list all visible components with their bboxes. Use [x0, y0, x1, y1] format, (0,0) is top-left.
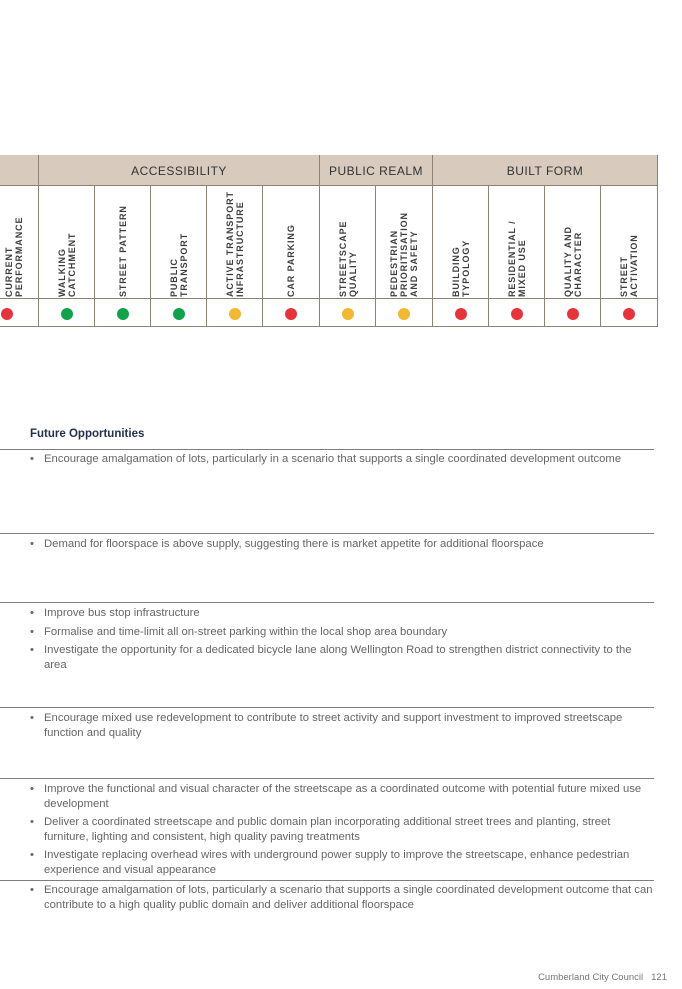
column-active-transport — [207, 186, 263, 327]
column-label: QUALITY AND CHARACTER — [562, 226, 583, 297]
bullet-text: Investigate replacing overhead wires with underground power supply to improve the streetscape, enhance pedestrian experience and visual appearance — [44, 849, 630, 876]
opportunity-block — [28, 782, 654, 881]
column-label: WALKING CATCHMENT — [56, 232, 77, 297]
bullet-mark: • — [30, 644, 34, 656]
table-bottom-border — [0, 326, 658, 327]
opportunity-block — [28, 537, 654, 556]
column-label: ACTIVE TRANSPORT INFRASTRUCTURE — [224, 191, 245, 297]
status-dot — [173, 308, 185, 320]
column-current-performance — [0, 186, 39, 327]
column-label: PUBLIC TRANSPORT — [168, 232, 189, 297]
opportunity-bullet — [28, 782, 654, 811]
status-dot — [455, 308, 467, 320]
bullet-text: Formalise and time-limit all on-street parking within the local shop area boundary — [44, 625, 448, 638]
group-header-accessibility: ACCESSIBILITY — [39, 155, 320, 186]
column-streetscape-quality — [320, 186, 376, 327]
column-pedestrian-prioritisation — [376, 186, 433, 327]
bullet-mark: • — [30, 712, 34, 724]
status-dot — [511, 308, 523, 320]
column-public-transport — [151, 186, 207, 327]
bullet-text: Deliver a coordinated streetscape and public domain plan incorporating additional street trees and planting, street furniture, lighting and consistent, high quality paving treatments — [44, 816, 611, 843]
opportunity-bullet — [28, 625, 654, 640]
column-label: RESIDENTIAL / MIXED USE — [506, 220, 527, 297]
column-car-parking — [263, 186, 320, 327]
opportunity-bullet — [28, 606, 654, 621]
column-residential-mixed-use — [489, 186, 545, 327]
opportunity-bullet — [28, 815, 654, 844]
opportunity-bullet — [28, 452, 654, 467]
opportunity-block — [28, 452, 654, 471]
page-number: 121 — [651, 972, 667, 983]
column-label: STREET PATTERN — [117, 205, 128, 297]
opportunity-block — [28, 883, 654, 916]
page-footer — [530, 972, 667, 983]
column-label: STREETSCAPE QUALITY — [337, 220, 358, 297]
column-label: STREET ACTIVATION — [619, 234, 639, 297]
bullet-mark: • — [30, 538, 34, 550]
bullet-text: Encourage amalgamation of lots, particularly a scenario that supports a single coordinated development outcome that can contribute to a high quality public domain and deliver additional floorspace — [44, 884, 653, 911]
status-dot — [342, 308, 354, 320]
opportunity-bullet — [28, 883, 654, 912]
status-dot — [285, 308, 297, 320]
column-label: PEDESTRIAN PRIORITISATION AND SAFETY — [389, 212, 419, 297]
column-building-typology — [433, 186, 489, 327]
bullet-text: Improve the functional and visual character of the streetscape as a coordinated outcome with potential future mixed use development — [44, 783, 642, 810]
bullet-mark: • — [30, 849, 34, 861]
status-dot — [398, 308, 410, 320]
bullet-mark: • — [30, 816, 34, 828]
status-dot — [117, 308, 129, 320]
opportunity-bullet — [28, 848, 654, 877]
bullet-text: Demand for floorspace is above supply, suggesting there is market appetite for additional floorspace — [44, 538, 544, 550]
divider — [0, 533, 654, 534]
status-dot — [61, 308, 73, 320]
bullet-mark: • — [30, 625, 34, 638]
bullet-text: Improve bus stop infrastructure — [44, 607, 200, 619]
bullet-text: Encourage amalgamation of lots, particularly in a scenario that supports a single coordinated development outcome — [44, 453, 622, 465]
column-street-activation — [601, 186, 658, 327]
column-label: BUILDING TYPOLOGY — [450, 239, 471, 297]
status-dot — [1, 308, 13, 320]
divider — [0, 778, 654, 779]
status-dot — [623, 308, 635, 320]
bullet-mark: • — [30, 607, 34, 619]
divider — [0, 602, 654, 603]
bullet-text: Investigate the opportunity for a dedicated bicycle lane along Wellington Road to strengthen district connectivity to the area — [44, 644, 632, 671]
assessment-table — [0, 155, 658, 327]
group-header-public-realm: PUBLIC REALM — [320, 155, 433, 186]
opportunity-block — [28, 606, 654, 676]
column-quality-and-character — [545, 186, 601, 327]
status-dot — [229, 308, 241, 320]
opportunity-bullet — [28, 643, 654, 672]
footer-council-name: Cumberland City Council — [538, 972, 644, 983]
divider — [0, 880, 654, 881]
opportunity-bullet — [28, 711, 654, 740]
bullet-mark: • — [30, 783, 34, 795]
divider — [0, 449, 654, 450]
divider — [0, 707, 654, 708]
status-row-divider — [0, 298, 658, 299]
group-header-built-form: BUILT FORM — [433, 155, 658, 186]
bullet-mark: • — [30, 884, 34, 896]
column-street-pattern — [95, 186, 151, 327]
opportunity-block — [28, 711, 654, 744]
bullet-mark: • — [30, 453, 34, 465]
status-dot — [567, 308, 579, 320]
future-opportunities-title: Future Opportunities — [30, 428, 145, 440]
opportunity-bullet — [28, 537, 654, 552]
column-walking-catchment — [39, 186, 95, 327]
column-label: CURRENT PERFORMANCE — [4, 216, 24, 297]
bullet-text: Encourage mixed use redevelopment to contribute to street activity and support investment to improved streetscape function and quality — [44, 712, 623, 739]
column-label: CAR PARKING — [286, 224, 296, 297]
